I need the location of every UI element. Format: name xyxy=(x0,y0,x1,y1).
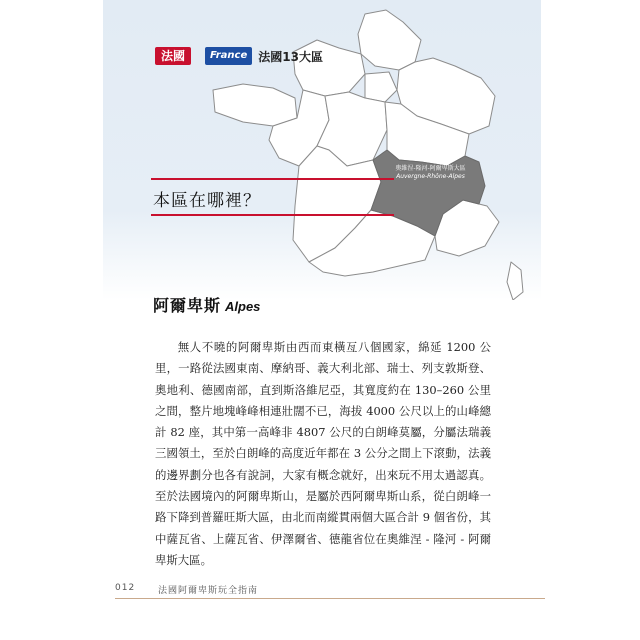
running-title: 法國阿爾卑斯玩全指南 xyxy=(158,586,259,596)
region-label-zh: 奧維涅-隆河-阿爾卑斯大區 xyxy=(395,165,466,172)
country-tag: 法國 xyxy=(155,47,191,65)
region-label-fr: Auvergne-Rhône-Alpes xyxy=(396,173,465,180)
section-title xyxy=(153,293,260,316)
header-tags xyxy=(155,46,323,66)
heading-rule-bottom xyxy=(151,214,394,216)
france-regions-map xyxy=(103,0,541,300)
france-tag: France xyxy=(205,47,252,65)
section-title-latin: Alpes xyxy=(225,299,261,314)
region-bretagne xyxy=(213,84,297,126)
regions-caption: 法國13大區 xyxy=(258,49,323,64)
page-number: 012 xyxy=(115,583,136,593)
map-svg xyxy=(103,0,541,300)
region-ile-de-france xyxy=(365,72,397,102)
body-paragraph: 無人不曉的阿爾卑斯由西而東橫亙八個國家，綿延 1200 公里，一路從法國東南、摩納哥、義大利北部、瑞士、列支敦斯登、奧地利、德國南部，直到斯洛維尼亞，其寬度約在 130–260 公里之間，整片地塊峰峰相連壯闊不已，海拔 4000 公尺以上的山峰總計 82 座，其中第一高峰非 4807 公尺的白朗峰莫屬，分屬法瑞義三國領土，至於白朗峰的高度近年都在 3 公分之間上下滾動，法義的邊界劃分也各有說詞，大家有概念就好，出來玩不用太過認真。至於法國境內的阿爾卑斯山，是屬於西阿爾卑斯山系，從白朗峰一路下降到普羅旺斯大區，由北而南縱貫兩個大區合計 9 個省份，其中薩瓦省、上薩瓦省、伊澤爾省、德龍省位在奧維涅 - 隆河 - 阿爾卑斯大區。 xyxy=(155,340,491,567)
region-hauts-de-france xyxy=(358,10,421,70)
where-heading: 本區在哪裡？ xyxy=(153,191,261,211)
footer-rule xyxy=(115,598,545,599)
section-title-zh: 阿爾卑斯 xyxy=(153,296,222,315)
highlight-region-label xyxy=(383,165,478,181)
heading-rule-top xyxy=(151,178,394,180)
region-corse xyxy=(507,262,523,300)
book-page xyxy=(103,0,541,640)
